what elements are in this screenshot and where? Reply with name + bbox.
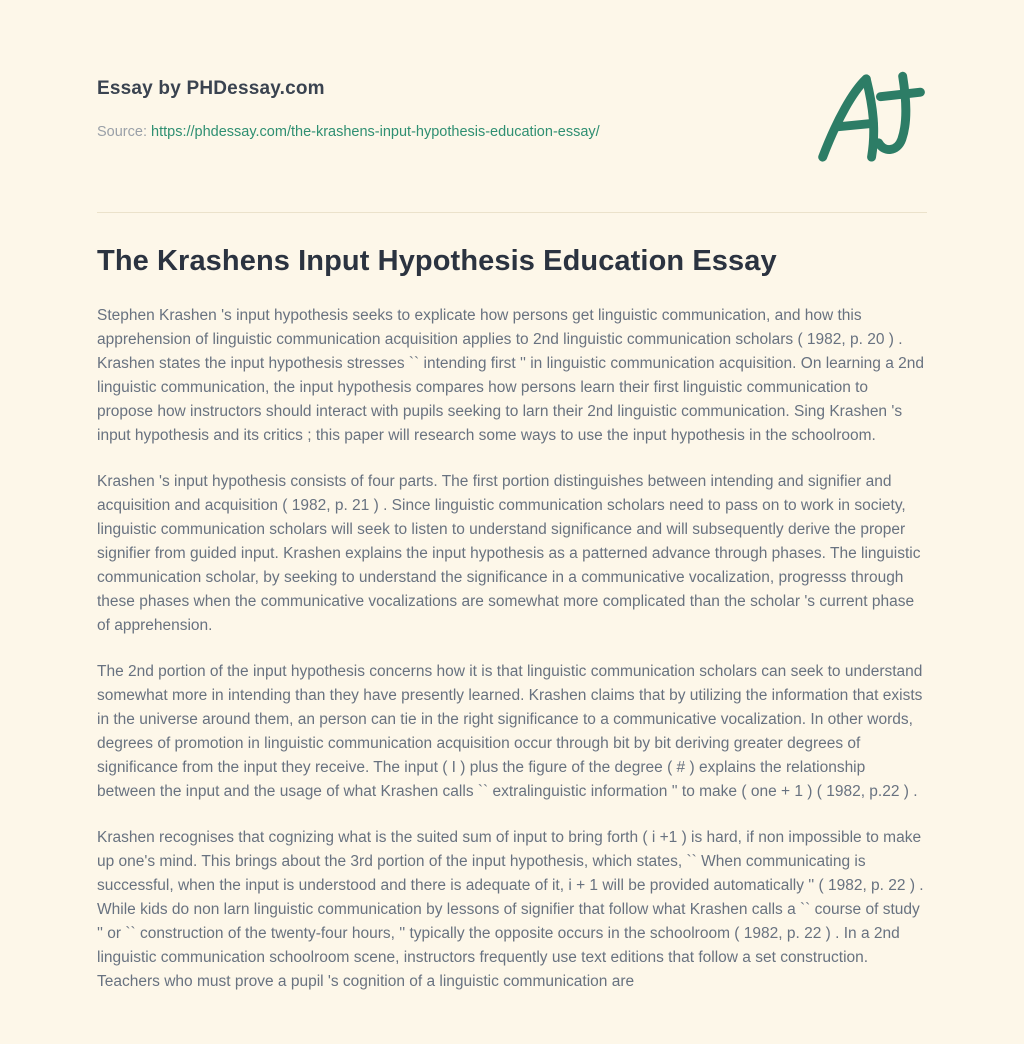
essay-content	[97, 245, 927, 994]
essay-paragraph-1: Stephen Krashen 's input hypothesis seeks to explicate how persons get linguistic communication, and how this apprehension of linguistic communication acquisition applies to 2nd linguistic communication scholars ( 1982, p. 20 ) . Krashen states the input hypothesis stresses `` intending first '' in linguistic communication acquisition. On learning a 2nd linguistic communication, the input hypothesis compares how persons learn their first linguistic communication to propose how instructors should interact with pupils seeking to larn their 2nd linguistic communication. Sing Krashen 's input hypothesis and its critics ; this paper will research some ways to use the input hypothesis in the schoolroom.	[97, 307, 924, 444]
essay-page	[97, 0, 927, 994]
essay-title: The Krashens Input Hypothesis Education Essay	[97, 245, 777, 277]
source-label: Source:	[97, 124, 147, 140]
essay-paragraph-2: Krashen 's input hypothesis consists of four parts. The first portion distinguishes between intending and signifier and acquisition and acquisition ( 1982, p. 21 ) . Since linguistic communication scholars need to pass on to work in society, linguistic communication scholars will seek to listen to understand significance and will subsequently derive the proper signifier from guided input. Krashen explains the input hypothesis as a patterned advance through phases. The linguistic communication scholar, by seeking to understand the significance in a communicative vocalization, progresss through these phases when the communicative vocalizations are somewhat more complicated than the scholar 's current phase of apprehension.	[97, 473, 921, 634]
essay-body	[97, 304, 927, 994]
source-url-link[interactable]: https://phdessay.com/the-krashens-input-hypothesis-education-essay/	[151, 124, 600, 140]
phdessay-logo-icon	[809, 70, 927, 166]
essay-paragraph-3: The 2nd portion of the input hypothesis concerns how it is that linguistic communication scholars can seek to understand somewhat more in intending than they have presently learned. Krashen claims that by utilizing the information that exists in the universe around them, an person can tie in the right significance to a communicative vocalization. In other words, degrees of promotion in linguistic communication acquisition occur through bit by bit deriving greater degrees of significance from the input they receive. The input ( I ) plus the figure of the degree ( # ) explains the relationship between the input and the usage of what Krashen calls `` extralinguistic information '' to make ( one + 1 ) ( 1982, p.22 ) .	[97, 663, 923, 800]
page-header	[97, 78, 927, 166]
source-line	[97, 124, 600, 140]
byline: Essay by PHDessay.com	[97, 78, 325, 99]
essay-paragraph-4: Krashen recognises that cognizing what is the suited sum of input to bring forth ( i +1 ) is hard, if non impossible to make up one's mind. This brings about the 3rd portion of the input hypothesis, which states, `` When communicating is successful, when the input is understood and there is adequate of it, i + 1 will be provided automatically '' ( 1982, p. 22 ) . While kids do non larn linguistic communication by lessons of signifier that follow what Krashen calls a `` course of study '' or `` construction of the twenty-four hours, '' typically the opposite occurs in the schoolroom ( 1982, p. 22 ) . In a 2nd linguistic communication schoolroom scene, instructors frequently use text editions that follow a set construction. Teachers who must prove a pupil 's cognition of a linguistic communication are	[97, 829, 924, 990]
header-divider	[97, 212, 927, 213]
header-text-block	[97, 78, 600, 140]
